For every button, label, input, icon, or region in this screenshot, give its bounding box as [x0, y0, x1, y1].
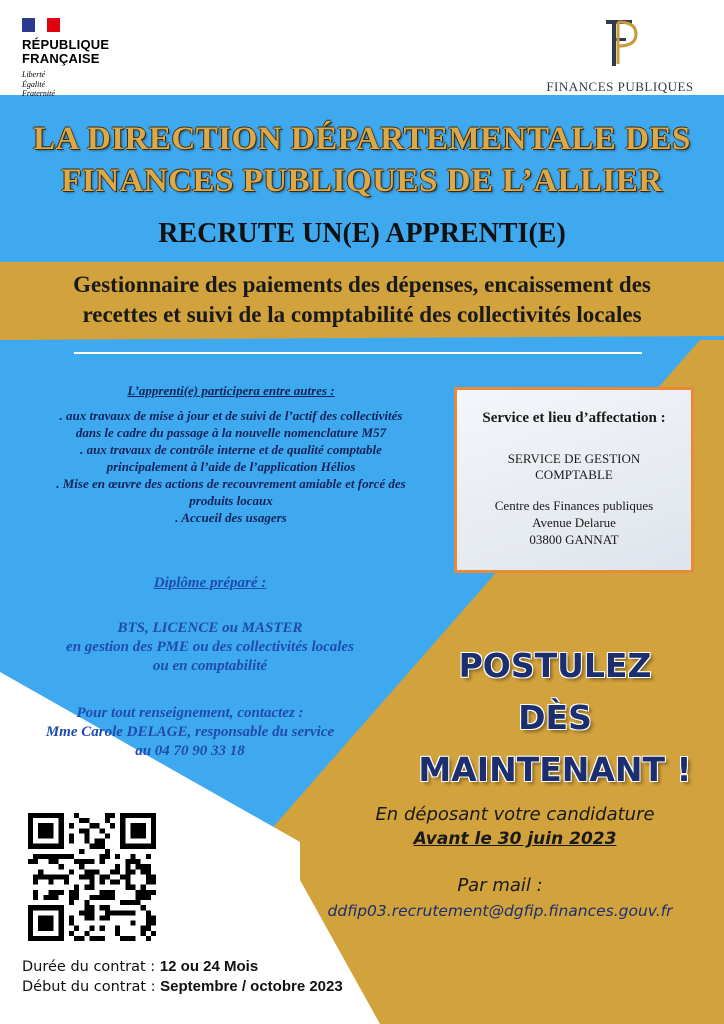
contract-duration: Durée du contrat : 12 ou 24 Mois — [22, 958, 259, 975]
french-flag-icon — [22, 18, 60, 32]
fp-monogram-icon — [598, 14, 642, 70]
service-address: Centre des Finances publiques Avenue Delarue 03800 GANNAT — [494, 498, 654, 547]
service-name: SERVICE DE GESTION COMPTABLE — [507, 451, 641, 482]
diplome-block: Diplôme préparé : BTS, LICENCE ou MASTER en gestion des PME ou des collectivités locales ou en comptabilité — [10, 574, 410, 676]
contract-start: Début du contrat : Septembre / octobre 2023 — [22, 978, 343, 995]
missions-line: . aux travaux de mise à jour et de suivi de l’actif des collectivités — [59, 408, 403, 423]
missions-line: produits locaux — [189, 493, 273, 508]
deposit-line: En déposant votre candidature — [375, 804, 655, 825]
finances-publiques-logo — [540, 14, 700, 95]
missions-line: principalement à l’aide de l’application Hélios — [106, 459, 356, 474]
qr-code-icon[interactable] — [28, 813, 156, 941]
cta-postulez: POSTULEZ DÈS MAINTENANT ! — [418, 646, 692, 789]
job-title: Gestionnaire des paiements des dépenses, encaissement des recettes et suivi de la comptabilité des collectivités locales — [73, 272, 651, 327]
deposit-info — [330, 803, 700, 851]
missions-line: . Mise en œuvre des actions de recouvrement amiable et forcé des — [56, 476, 406, 491]
recrute-heading: RECRUTE UN(E) APPRENTI(E) — [158, 218, 566, 249]
divider — [74, 352, 642, 354]
missions-block — [22, 382, 440, 526]
contact-block: Pour tout renseignement, contactez : Mme Carole DELAGE, responsable du service au 04 70 90 33 18 — [45, 705, 335, 759]
missions-heading: L’apprenti(e) participera entre autres : — [127, 383, 335, 398]
republique-francaise-logo — [22, 18, 132, 99]
republique-name: RÉPUBLIQUE FRANÇAISE — [22, 37, 110, 66]
mail-label: Par mail : — [457, 875, 543, 896]
deadline: Avant le 30 juin 2023 — [413, 829, 617, 849]
diplome-heading: Diplôme préparé : — [153, 575, 267, 591]
main-title: LA DIRECTION DÉPARTEMENTALE DES FINANCES PUBLIQUES DE L’ALLIER — [33, 121, 691, 199]
missions-line: . Accueil des usagers — [175, 510, 287, 525]
email-link[interactable]: ddfip03.recrutement@dgfip.finances.gouv.fr — [327, 902, 673, 920]
republique-motto: Liberté Égalité Fraternité — [22, 70, 55, 98]
missions-line: . aux travaux de contrôle interne et de qualité comptable — [80, 442, 382, 457]
fp-name: FINANCES PUBLIQUES — [546, 79, 694, 94]
service-title: Service et lieu d’affectation : — [482, 410, 666, 426]
contract-info — [22, 957, 422, 997]
missions-line: dans le cadre du passage à la nouvelle nomenclature M57 — [75, 425, 387, 440]
mail-info — [300, 873, 700, 923]
service-box — [454, 387, 694, 573]
